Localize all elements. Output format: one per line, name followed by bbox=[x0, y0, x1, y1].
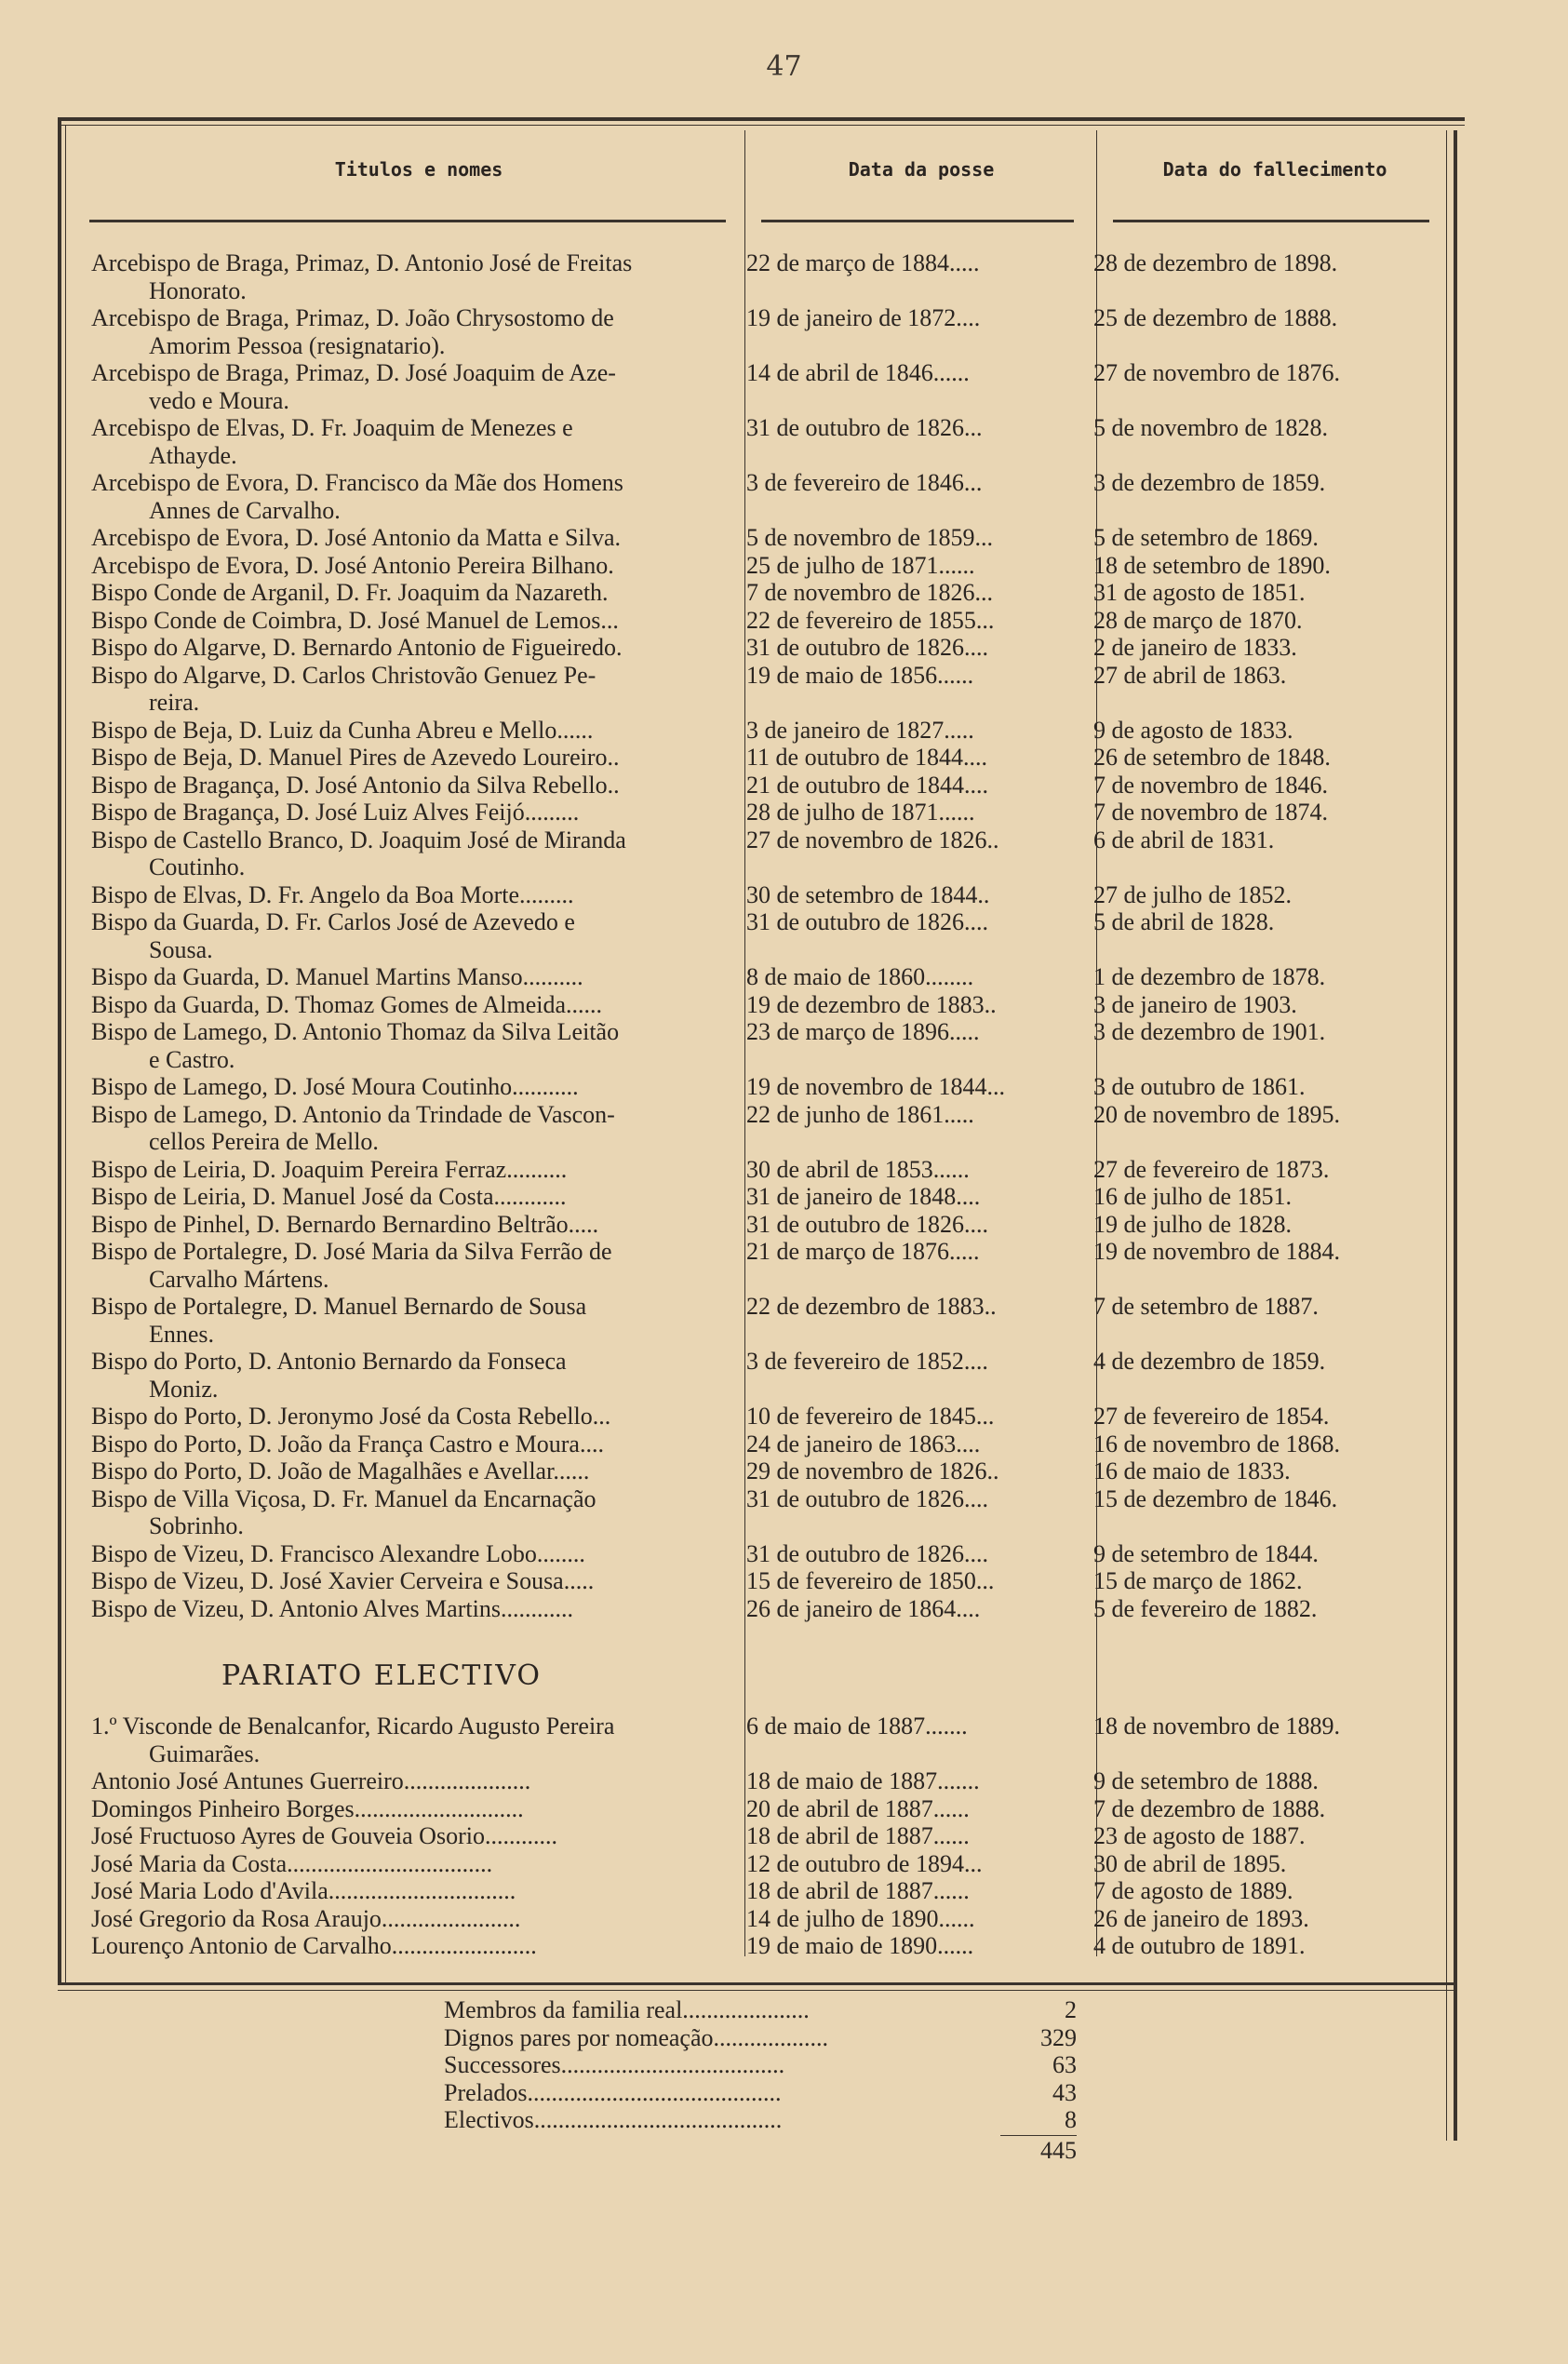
entry-name bbox=[89, 1540, 726, 1568]
summary-label: Prelados.......................................... bbox=[444, 2078, 782, 2106]
entry-name-text: Bispo Conde de Coimbra, D. José Manuel de Lemos... bbox=[91, 606, 619, 634]
entry-name-continuation: Ennes. bbox=[149, 1320, 215, 1348]
summary-table bbox=[444, 1996, 1077, 2134]
entry-name bbox=[89, 579, 726, 607]
entry-name bbox=[89, 1595, 726, 1623]
entry-death-date: 16 de julho de 1851. bbox=[1093, 1183, 1293, 1210]
entry-name-text: Bispo da Guarda, D. Thomaz Gomes de Almeida...... bbox=[91, 990, 603, 1018]
table-row bbox=[89, 607, 1448, 635]
entry-name-continuation: reira. bbox=[149, 689, 200, 716]
entry-death-date: 27 de fevereiro de 1854. bbox=[1093, 1403, 1330, 1430]
table-row bbox=[89, 1850, 1448, 1878]
entry-death-date: 19 de novembro de 1884. bbox=[1093, 1238, 1341, 1265]
entry-name-text: Domingos Pinheiro Borges............................ bbox=[91, 1794, 524, 1822]
entry-death-date: 9 de agosto de 1833. bbox=[1093, 716, 1293, 744]
header-fall: Data do fallecimento bbox=[1162, 158, 1387, 181]
entry-posse-date: 23 de março de 1896..... bbox=[746, 1018, 980, 1045]
entry-name-text: Bispo de Villa Viçosa, D. Fr. Manuel da Encarnação bbox=[91, 1484, 596, 1512]
entry-death-date: 27 de abril de 1863. bbox=[1093, 661, 1287, 689]
entry-name bbox=[89, 1238, 726, 1293]
entry-posse-date: 22 de fevereiro de 1855... bbox=[746, 606, 995, 634]
entry-name bbox=[89, 1713, 726, 1767]
entry-name bbox=[89, 359, 726, 414]
frame-top-rule-thin bbox=[58, 125, 1465, 126]
entry-name-text: Bispo de Lamego, D. Antonio da Trindade de Vascon- bbox=[91, 1100, 615, 1128]
entry-name-text: Bispo do Porto, D. João da França Castro e Moura.... bbox=[91, 1430, 604, 1457]
entry-name-text: Arcebispo de Braga, Primaz, D. Antonio José de Freitas bbox=[91, 249, 633, 276]
table-row bbox=[89, 1932, 1448, 1960]
frame-left-rule bbox=[58, 117, 61, 1982]
table-row bbox=[89, 1767, 1448, 1795]
entry-name bbox=[89, 1183, 726, 1211]
entry-name bbox=[89, 414, 726, 469]
entry-name-text: Bispo de Beja, D. Luiz da Cunha Abreu e Mello...... bbox=[91, 716, 594, 744]
entry-name-text: Bispo de Leiria, D. Manuel José da Costa............ bbox=[91, 1183, 567, 1210]
table-row bbox=[89, 1430, 1448, 1458]
entry-name bbox=[89, 469, 726, 524]
entry-death-date: 16 de novembro de 1868. bbox=[1093, 1430, 1341, 1457]
table-row bbox=[89, 469, 1448, 524]
entry-death-date: 27 de julho de 1852. bbox=[1093, 880, 1293, 908]
entry-death-date: 5 de setembro de 1869. bbox=[1093, 524, 1319, 551]
entry-name-text: Bispo de Castello Branco, D. Joaquim José de Miranda bbox=[91, 826, 626, 853]
entry-death-date: 3 de dezembro de 1901. bbox=[1093, 1018, 1326, 1045]
entry-posse-date: 28 de julho de 1871...... bbox=[746, 799, 975, 826]
summary-value: 8 bbox=[1065, 2106, 1077, 2133]
entry-posse-date: 22 de março de 1884..... bbox=[746, 249, 980, 276]
table-row bbox=[89, 1101, 1448, 1156]
entry-death-date: 15 de março de 1862. bbox=[1093, 1567, 1303, 1594]
entry-death-date: 31 de agosto de 1851. bbox=[1093, 579, 1306, 606]
entry-posse-date: 18 de abril de 1887...... bbox=[746, 1822, 970, 1849]
entry-death-date: 15 de dezembro de 1846. bbox=[1093, 1484, 1338, 1512]
entry-name-continuation: Athayde. bbox=[149, 441, 237, 469]
table-row bbox=[89, 1348, 1448, 1403]
entry-posse-date: 3 de fevereiro de 1846... bbox=[746, 469, 983, 496]
total-rule bbox=[1000, 2135, 1077, 2136]
summary-value: 2 bbox=[1065, 1996, 1077, 2023]
entry-name bbox=[89, 991, 726, 1019]
header-posse: Data da posse bbox=[848, 158, 995, 181]
summary-label: Successores..................................... bbox=[444, 2051, 785, 2078]
entry-name bbox=[89, 799, 726, 826]
entry-posse-date: 18 de maio de 1887....... bbox=[746, 1767, 980, 1794]
entry-death-date: 4 de outubro de 1891. bbox=[1093, 1932, 1306, 1959]
entry-posse-date: 22 de dezembro de 1883.. bbox=[746, 1293, 997, 1320]
entry-posse-date: 5 de novembro de 1859... bbox=[746, 524, 994, 551]
entry-death-date: 9 de setembro de 1844. bbox=[1093, 1539, 1319, 1567]
table-row bbox=[89, 1211, 1448, 1239]
entry-death-date: 4 de dezembro de 1859. bbox=[1093, 1348, 1326, 1375]
summary-value: 329 bbox=[1040, 2023, 1077, 2051]
entry-posse-date: 7 de novembro de 1826... bbox=[746, 579, 994, 606]
table-row bbox=[89, 1457, 1448, 1485]
entry-name bbox=[89, 1457, 726, 1485]
entry-death-date: 7 de novembro de 1874. bbox=[1093, 799, 1329, 826]
table-row bbox=[89, 359, 1448, 414]
table-row bbox=[89, 579, 1448, 607]
section-title: PARIATO ELECTIVO bbox=[221, 1659, 542, 1692]
table-row bbox=[89, 1905, 1448, 1933]
entry-name-text: Arcebispo de Evora, D. José Antonio da Matta e Silva. bbox=[91, 524, 621, 551]
entry-name-text: Bispo da Guarda, D. Fr. Carlos José de Azevedo e bbox=[91, 908, 575, 935]
table-row bbox=[89, 1795, 1448, 1823]
entry-name bbox=[89, 304, 726, 359]
entry-name-continuation: vedo e Moura. bbox=[149, 386, 289, 414]
entry-death-date: 25 de dezembro de 1888. bbox=[1093, 304, 1338, 331]
table-row bbox=[89, 1567, 1448, 1595]
table-row bbox=[89, 1183, 1448, 1211]
entry-posse-date: 10 de fevereiro de 1845... bbox=[746, 1403, 995, 1430]
entry-name-continuation: Sousa. bbox=[149, 935, 213, 963]
table-row bbox=[89, 1713, 1448, 1767]
table-row bbox=[89, 1018, 1448, 1073]
entry-name bbox=[89, 826, 726, 881]
entry-name-text: Bispo de Bragança, D. José Antonio da Silva Rebello.. bbox=[91, 771, 620, 799]
header-rule-name bbox=[89, 220, 726, 222]
entry-death-date: 18 de novembro de 1889. bbox=[1093, 1713, 1341, 1739]
prelates-list bbox=[89, 249, 1448, 1622]
entry-death-date: 5 de abril de 1828. bbox=[1093, 908, 1275, 935]
entry-death-date: 9 de setembro de 1888. bbox=[1093, 1767, 1319, 1794]
entry-name bbox=[89, 1850, 726, 1878]
table-row bbox=[89, 662, 1448, 717]
table-row bbox=[89, 772, 1448, 799]
entry-posse-date: 19 de novembro de 1844... bbox=[746, 1073, 1006, 1100]
entry-posse-date: 21 de outubro de 1844.... bbox=[746, 771, 988, 799]
entry-name bbox=[89, 524, 726, 552]
table-row bbox=[89, 799, 1448, 826]
table-row bbox=[89, 1293, 1448, 1348]
entry-death-date: 2 de janeiro de 1833. bbox=[1093, 634, 1297, 661]
table-row bbox=[89, 826, 1448, 881]
entry-posse-date: 27 de novembro de 1826.. bbox=[746, 826, 999, 853]
bottom-rule bbox=[58, 1982, 1454, 1985]
summary-row bbox=[444, 2051, 1077, 2079]
entry-death-date: 16 de maio de 1833. bbox=[1093, 1457, 1291, 1484]
entry-posse-date: 24 de janeiro de 1863.... bbox=[746, 1430, 981, 1457]
entry-name-continuation: Carvalho Mártens. bbox=[149, 1265, 329, 1293]
entry-name bbox=[89, 1932, 726, 1960]
entry-death-date: 7 de dezembro de 1888. bbox=[1093, 1794, 1326, 1822]
entry-posse-date: 19 de janeiro de 1872.... bbox=[746, 304, 981, 331]
header-rule-fall bbox=[1113, 220, 1429, 222]
entry-death-date: 20 de novembro de 1895. bbox=[1093, 1100, 1341, 1128]
table-row bbox=[89, 1540, 1448, 1568]
entry-posse-date: 31 de outubro de 1826.... bbox=[746, 634, 988, 661]
header-name: Titulos e nomes bbox=[334, 158, 503, 181]
entry-name bbox=[89, 1567, 726, 1595]
entry-name-continuation: Honorato. bbox=[149, 276, 247, 304]
entry-posse-date: 19 de maio de 1890...... bbox=[746, 1932, 974, 1959]
entry-posse-date: 14 de julho de 1890...... bbox=[746, 1904, 975, 1932]
entry-death-date: 18 de setembro de 1890. bbox=[1093, 551, 1331, 579]
entry-name bbox=[89, 717, 726, 745]
entry-death-date: 26 de setembro de 1848. bbox=[1093, 744, 1331, 771]
entry-name-text: Arcebispo de Elvas, D. Fr. Joaquim de Menezes e bbox=[91, 414, 573, 441]
entry-name bbox=[89, 1073, 726, 1101]
entry-name bbox=[89, 1905, 726, 1933]
entry-death-date: 7 de novembro de 1846. bbox=[1093, 771, 1329, 799]
entry-posse-date: 18 de abril de 1887...... bbox=[746, 1877, 970, 1904]
entry-name bbox=[89, 1018, 726, 1073]
entry-name bbox=[89, 1430, 726, 1458]
entry-name-text: Bispo de Portalegre, D. José Maria da Silva Ferrão de bbox=[91, 1238, 612, 1265]
entry-name-text: José Fructuoso Ayres de Gouveia Osorio............ bbox=[91, 1822, 557, 1849]
entry-name-text: Bispo de Pinhel, D. Bernardo Bernardino Beltrão..... bbox=[91, 1210, 599, 1238]
summary-label: Membros da familia real..................... bbox=[444, 1996, 810, 2023]
entry-name-text: José Gregorio da Rosa Araujo....................... bbox=[91, 1904, 521, 1932]
table-row bbox=[89, 744, 1448, 772]
entry-name-text: Arcebispo de Braga, Primaz, D. João Chrysostomo de bbox=[91, 304, 614, 331]
entry-name bbox=[89, 1293, 726, 1348]
summary-label: Electivos......................................... bbox=[444, 2106, 783, 2133]
table-row bbox=[89, 1877, 1448, 1905]
summary-value: 43 bbox=[1052, 2078, 1077, 2106]
summary-label: Dignos pares por nomeação................... bbox=[444, 2023, 829, 2051]
entry-name-text: Bispo do Algarve, D. Carlos Christovão Genuez Pe- bbox=[91, 661, 596, 689]
table-row bbox=[89, 414, 1448, 469]
entry-death-date: 7 de setembro de 1887. bbox=[1093, 1293, 1319, 1320]
entry-posse-date: 31 de outubro de 1826.... bbox=[746, 1210, 988, 1238]
frame-top-rule bbox=[58, 117, 1465, 121]
table-row bbox=[89, 304, 1448, 359]
entry-name bbox=[89, 1767, 726, 1795]
summary-row bbox=[444, 2106, 1077, 2134]
table-row bbox=[89, 963, 1448, 991]
table-row bbox=[89, 717, 1448, 745]
entry-posse-date: 3 de janeiro de 1827..... bbox=[746, 716, 974, 744]
page-number: 47 bbox=[766, 50, 802, 83]
entry-name-text: Arcebispo de Evora, D. José Antonio Pereira Bilhano. bbox=[91, 551, 614, 579]
header-rule-posse bbox=[761, 220, 1074, 222]
entry-name-continuation: Annes de Carvalho. bbox=[149, 496, 341, 524]
entry-death-date: 28 de março de 1870. bbox=[1093, 606, 1303, 634]
frame-left-rule-thin bbox=[65, 125, 66, 1982]
summary-total: 445 bbox=[1040, 2137, 1077, 2164]
entry-name-text: 1.º Visconde de Benalcanfor, Ricardo Augusto Pereira bbox=[91, 1713, 615, 1739]
entry-posse-date: 21 de março de 1876..... bbox=[746, 1238, 980, 1265]
table-row bbox=[89, 1073, 1448, 1101]
entry-name bbox=[89, 963, 726, 991]
table-row bbox=[89, 634, 1448, 662]
table-row bbox=[89, 991, 1448, 1019]
entry-name-text: Bispo de Beja, D. Manuel Pires de Azevedo Loureiro.. bbox=[91, 744, 620, 771]
entry-death-date: 26 de janeiro de 1893. bbox=[1093, 1904, 1309, 1932]
entry-name bbox=[89, 1156, 726, 1184]
entry-name-text: Bispo Conde de Arganil, D. Fr. Joaquim da Nazareth. bbox=[91, 579, 609, 606]
entry-name bbox=[89, 1485, 726, 1540]
entry-death-date: 3 de outubro de 1861. bbox=[1093, 1073, 1306, 1100]
entry-death-date: 3 de dezembro de 1859. bbox=[1093, 469, 1326, 496]
entry-death-date: 5 de fevereiro de 1882. bbox=[1093, 1594, 1318, 1622]
entry-death-date: 19 de julho de 1828. bbox=[1093, 1210, 1293, 1238]
bottom-rule-thin bbox=[58, 1990, 1454, 1991]
entry-name-text: José Maria da Costa.................................. bbox=[91, 1849, 493, 1877]
entry-name bbox=[89, 772, 726, 799]
entry-name bbox=[89, 908, 726, 963]
entry-name-text: Bispo de Bragança, D. José Luiz Alves Feijó......... bbox=[91, 799, 580, 826]
summary-value: 63 bbox=[1052, 2051, 1077, 2078]
entry-name-text: Antonio José Antunes Guerreiro..................... bbox=[91, 1767, 531, 1794]
entry-name-text: Bispo de Portalegre, D. Manuel Bernardo de Sousa bbox=[91, 1293, 587, 1320]
entry-name-text: Bispo de Lamego, D. José Moura Coutinho........... bbox=[91, 1073, 579, 1100]
entry-name bbox=[89, 634, 726, 662]
entry-posse-date: 12 de outubro de 1894... bbox=[746, 1849, 983, 1877]
entry-posse-date: 22 de junho de 1861..... bbox=[746, 1100, 974, 1128]
entry-name-continuation: Coutinho. bbox=[149, 853, 246, 880]
pariato-list bbox=[89, 1713, 1448, 1960]
entry-name bbox=[89, 1795, 726, 1823]
entry-posse-date: 6 de maio de 1887....... bbox=[746, 1713, 968, 1739]
entry-death-date: 23 de agosto de 1887. bbox=[1093, 1822, 1306, 1849]
entry-posse-date: 31 de outubro de 1826... bbox=[746, 414, 983, 441]
entry-name-continuation: Amorim Pessoa (resignatario). bbox=[149, 331, 446, 359]
entry-name-text: Bispo de Lamego, D. Antonio Thomaz da Silva Leitão bbox=[91, 1018, 620, 1045]
entry-name-text: Bispo de Vizeu, D. José Xavier Cerveira e Sousa..... bbox=[91, 1567, 595, 1594]
table-row bbox=[89, 908, 1448, 963]
entry-death-date: 27 de fevereiro de 1873. bbox=[1093, 1155, 1330, 1183]
entry-name bbox=[89, 1877, 726, 1905]
table-row bbox=[89, 1822, 1448, 1850]
entry-posse-date: 31 de janeiro de 1848.... bbox=[746, 1183, 981, 1210]
entry-name-text: Bispo do Porto, D. Antonio Bernardo da Fonseca bbox=[91, 1348, 567, 1375]
entry-death-date: 5 de novembro de 1828. bbox=[1093, 414, 1329, 441]
summary-row bbox=[444, 2079, 1077, 2107]
entry-name-continuation: Moniz. bbox=[149, 1375, 219, 1403]
entry-name bbox=[89, 607, 726, 635]
entry-name bbox=[89, 1348, 726, 1403]
table-row bbox=[89, 552, 1448, 580]
entry-posse-date: 25 de julho de 1871...... bbox=[746, 551, 975, 579]
entry-name bbox=[89, 744, 726, 772]
entry-posse-date: 31 de outubro de 1826.... bbox=[746, 1484, 988, 1512]
frame-right-rule bbox=[1454, 130, 1457, 2141]
entry-name-text: Bispo de Elvas, D. Fr. Angelo da Boa Morte......... bbox=[91, 880, 574, 908]
entry-death-date: 30 de abril de 1895. bbox=[1093, 1849, 1287, 1877]
entry-posse-date: 8 de maio de 1860........ bbox=[746, 963, 974, 990]
entry-name bbox=[89, 1101, 726, 1156]
entry-death-date: 6 de abril de 1831. bbox=[1093, 826, 1275, 853]
table-row bbox=[89, 1403, 1448, 1430]
entry-name bbox=[89, 1403, 726, 1430]
entry-name-text: Bispo de Leiria, D. Joaquim Pereira Ferraz.......... bbox=[91, 1155, 568, 1183]
entry-name-text: Bispo do Porto, D. João de Magalhães e Avellar...... bbox=[91, 1457, 590, 1484]
entry-posse-date: 30 de setembro de 1844.. bbox=[746, 880, 990, 908]
entry-posse-date: 20 de abril de 1887...... bbox=[746, 1794, 970, 1822]
summary-row bbox=[444, 2024, 1077, 2052]
entry-name-text: Arcebispo de Evora, D. Francisco da Mãe dos Homens bbox=[91, 469, 623, 496]
entry-death-date: 7 de agosto de 1889. bbox=[1093, 1877, 1293, 1904]
entry-posse-date: 14 de abril de 1846...... bbox=[746, 359, 970, 386]
entry-name-text: Bispo do Algarve, D. Bernardo Antonio de Figueiredo. bbox=[91, 634, 623, 661]
entry-name bbox=[89, 1822, 726, 1850]
entry-name-text: Bispo do Porto, D. Jeronymo José da Costa Rebello... bbox=[91, 1403, 611, 1430]
entry-name-text: Bispo de Vizeu, D. Francisco Alexandre Lobo........ bbox=[91, 1539, 585, 1567]
entry-posse-date: 26 de janeiro de 1864.... bbox=[746, 1594, 981, 1622]
entry-posse-date: 29 de novembro de 1826.. bbox=[746, 1457, 999, 1484]
entry-posse-date: 11 de outubro de 1844.... bbox=[746, 744, 987, 771]
entry-name-continuation: Sobrinho. bbox=[149, 1512, 244, 1539]
entry-posse-date: 19 de maio de 1856...... bbox=[746, 661, 974, 689]
entry-posse-date: 31 de outubro de 1826.... bbox=[746, 1539, 988, 1567]
entry-name-continuation: e Castro. bbox=[149, 1045, 235, 1073]
entry-name-text: Lourenço Antonio de Carvalho........................ bbox=[91, 1932, 537, 1959]
entry-posse-date: 3 de fevereiro de 1852.... bbox=[746, 1348, 988, 1375]
table-row bbox=[89, 1595, 1448, 1623]
entry-death-date: 1 de dezembro de 1878. bbox=[1093, 963, 1326, 990]
table-row bbox=[89, 1238, 1448, 1293]
table-row bbox=[89, 1485, 1448, 1540]
entry-name-text: Bispo da Guarda, D. Manuel Martins Manso.......... bbox=[91, 963, 583, 990]
entry-name-text: José Maria Lodo d'Avila............................... bbox=[91, 1877, 516, 1904]
entry-name bbox=[89, 1211, 726, 1239]
entry-name bbox=[89, 881, 726, 909]
entry-death-date: 3 de janeiro de 1903. bbox=[1093, 990, 1297, 1018]
entry-posse-date: 19 de dezembro de 1883.. bbox=[746, 990, 997, 1018]
table-row bbox=[89, 881, 1448, 909]
entry-posse-date: 15 de fevereiro de 1850... bbox=[746, 1567, 995, 1594]
entry-name-continuation: Guimarães. bbox=[149, 1739, 261, 1767]
entry-death-date: 27 de novembro de 1876. bbox=[1093, 359, 1341, 386]
entry-name bbox=[89, 249, 726, 304]
entry-name-text: Bispo de Vizeu, D. Antonio Alves Martins............ bbox=[91, 1594, 573, 1622]
table-row bbox=[89, 1156, 1448, 1184]
entry-name-text: Arcebispo de Braga, Primaz, D. José Joaquim de Aze- bbox=[91, 359, 616, 386]
entry-name-continuation: cellos Pereira de Mello. bbox=[149, 1128, 379, 1155]
entry-posse-date: 31 de outubro de 1826.... bbox=[746, 908, 988, 935]
entry-posse-date: 30 de abril de 1853...... bbox=[746, 1155, 970, 1183]
entry-name bbox=[89, 662, 726, 717]
entry-name bbox=[89, 552, 726, 580]
entry-death-date: 28 de dezembro de 1898. bbox=[1093, 249, 1338, 276]
summary-row bbox=[444, 1996, 1077, 2024]
table-row bbox=[89, 249, 1448, 304]
table-row bbox=[89, 524, 1448, 552]
